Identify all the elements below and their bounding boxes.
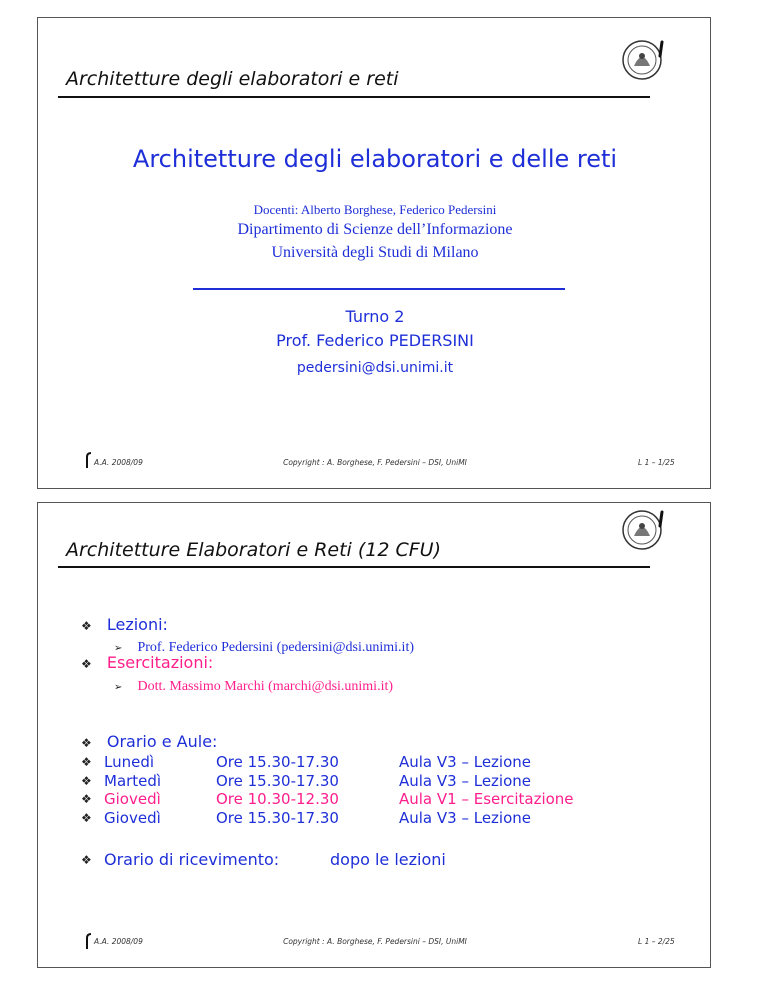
diamond-bullet-icon: ❖ — [81, 792, 92, 806]
lezioni-teacher: Prof. Federico Pedersini (pedersini@dsi.unimi.it) — [137, 640, 414, 655]
esercitazioni-item — [81, 653, 213, 672]
schedule-room: Aula V3 – Lezione — [399, 772, 532, 790]
orario-item — [81, 732, 217, 751]
department-line: Dipartimento di Scienze dell’Informazione — [237, 221, 513, 238]
footer-year: A.A. 2008/09 — [94, 937, 143, 946]
ricevimento-label: Orario di ricevimento: — [104, 850, 280, 869]
turno-line: Turno 2 — [345, 307, 405, 326]
footer-bracket-icon — [86, 933, 92, 949]
footer-bracket-icon — [86, 452, 92, 468]
diamond-bullet-icon: ❖ — [81, 774, 92, 788]
slide-header-title: Architetture Elaboratori e Reti (12 CFU) — [66, 539, 441, 561]
professor-line: Prof. Federico PEDERSINI — [276, 331, 474, 350]
footer-year: A.A. 2008/09 — [94, 458, 143, 467]
diamond-bullet-icon: ❖ — [81, 811, 92, 825]
schedule-room: Aula V1 – Esercitazione — [399, 790, 574, 808]
schedule-room: Aula V3 – Lezione — [399, 753, 532, 771]
slide-header-title: Architetture degli elaboratori e reti — [66, 68, 399, 90]
university-line: Università degli Studi di Milano — [271, 244, 479, 261]
slide-2 — [37, 502, 711, 968]
title-divider — [193, 288, 565, 290]
schedule-time: Ore 10.30-12.30 — [216, 790, 339, 808]
header-divider — [58, 566, 650, 568]
lezioni-label: Lezioni: — [106, 615, 168, 634]
schedule-day: Martedì — [104, 772, 162, 790]
schedule-time: Ore 15.30-17.30 — [216, 753, 339, 771]
diamond-bullet-icon: ❖ — [81, 755, 92, 769]
slide-1 — [37, 17, 711, 489]
university-seal-icon — [620, 506, 668, 554]
diamond-bullet-icon: ❖ — [81, 853, 92, 867]
docenti-line: Docenti: Alberto Borghese, Federico Pedersini — [253, 202, 497, 217]
main-title: Architetture degli elaboratori e delle reti — [132, 145, 618, 173]
esercitazioni-teacher-item — [114, 675, 393, 695]
footer-copyright: Copyright : A. Borghese, F. Pedersini – DSI, UniMI — [283, 458, 467, 467]
diamond-bullet-icon: ❖ — [81, 619, 92, 633]
professor-email[interactable]: pedersini@dsi.unimi.it — [296, 360, 454, 376]
schedule-room: Aula V3 – Lezione — [399, 809, 532, 827]
schedule-time: Ore 15.30-17.30 — [216, 809, 339, 827]
arrow-bullet-icon: ➢ — [114, 682, 123, 693]
schedule-day: Giovedì — [104, 790, 161, 808]
diamond-bullet-icon: ❖ — [81, 657, 92, 671]
lezioni-item — [81, 615, 168, 634]
arrow-bullet-icon: ➢ — [114, 643, 123, 654]
university-seal-icon — [620, 36, 668, 84]
footer-page-number: L 1 – 1/25 — [638, 458, 675, 467]
header-divider — [58, 96, 650, 98]
orario-label: Orario e Aule: — [106, 732, 218, 751]
diamond-bullet-icon: ❖ — [81, 736, 92, 750]
ricevimento-value: dopo le lezioni — [330, 850, 446, 869]
esercitazioni-label: Esercitazioni: — [106, 653, 214, 672]
esercitazioni-teacher: Dott. Massimo Marchi (marchi@dsi.unimi.it) — [137, 679, 394, 694]
schedule-day: Lunedì — [104, 753, 155, 771]
footer-page-number: L 1 – 2/25 — [638, 937, 675, 946]
schedule-day: Giovedì — [104, 809, 161, 827]
footer-copyright: Copyright : A. Borghese, F. Pedersini – DSI, UniMI — [283, 937, 467, 946]
schedule-time: Ore 15.30-17.30 — [216, 772, 339, 790]
